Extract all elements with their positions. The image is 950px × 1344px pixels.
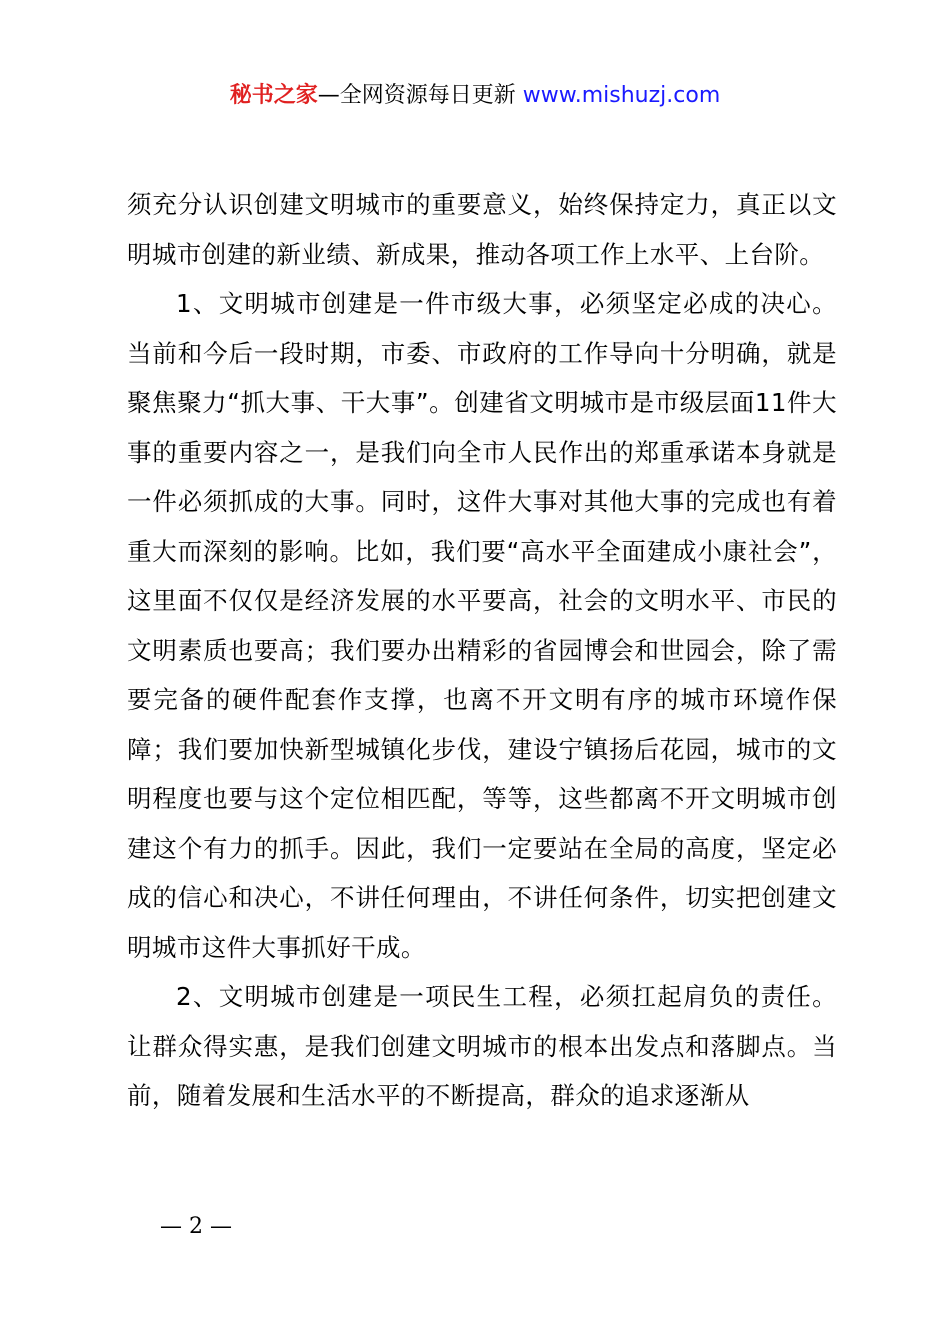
- page-number: — 2 —: [160, 1214, 232, 1239]
- header-url[interactable]: www.mishuzj.com: [522, 83, 721, 108]
- header-brand: 秘书之家: [229, 83, 318, 108]
- paragraph-point-1: 1、文明城市创建是一件市级大事，必须坚定必成的决心。当前和今后一段时期，市委、市政府的工作导向十分明确，就是聚焦聚力“抓大事、干大事”。创建省文明城市是市级层面11件大事的重要内容之一，是我们向全市人民作出的郑重承诺本身就是一件必须抓成的大事。同时，这件大事对其他大事的完成也有着重大而深刻的影响。比如，我们要“高水平全面建成小康社会”，这里面不仅仅是经济发展的水平要高，社会的文明水平、市民的文明素质也要高；我们要办出精彩的省园博会和世园会，除了需要完备的硬件配套作支撑，也离不开文明有序的城市环境作保障；我们要加快新型城镇化步伐，建设宁镇扬后花园，城市的文明程度也要与这个定位相匹配，等等，这些都离不开文明城市创建这个有力的抓手。因此，我们一定要站在全局的高度，坚定必成的信心和决心，不讲任何理由，不讲任何条件，切实把创建文明城市这件大事抓好干成。: [127, 289, 837, 962]
- page-header: [0, 80, 950, 112]
- paragraph-continued: 须充分认识创建文明城市的重要意义，始终保持定力，真正以文明城市创建的新业绩、新成果，推动各项工作上水平、上台阶。: [127, 190, 837, 269]
- paragraph-point-2: 2、文明城市创建是一项民生工程，必须扛起肩负的责任。让群众得实惠，是我们创建文明城市的根本出发点和落脚点。当前，随着发展和生活水平的不断提高，群众的追求逐渐从: [127, 982, 837, 1110]
- document-body: [127, 180, 837, 1121]
- header-tagline: —全网资源每日更新: [317, 83, 523, 108]
